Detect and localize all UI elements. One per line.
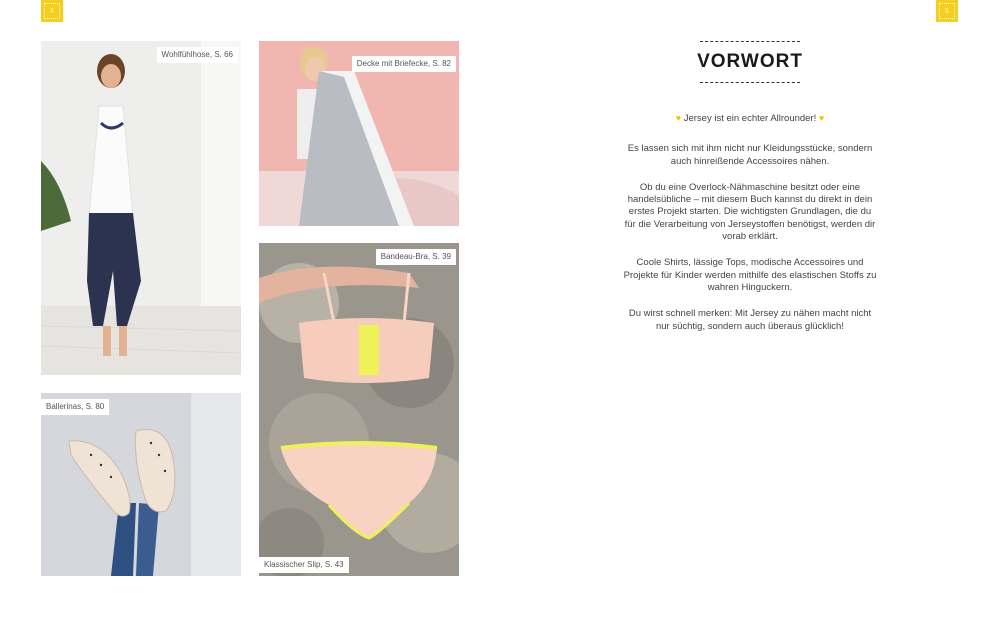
tagline-text: Jersey ist ein echter Allrounder! (683, 113, 817, 124)
photo-decke (259, 41, 459, 226)
photo-ballerinas (41, 393, 241, 576)
photo-caption: Ballerinas, S. 80 (41, 399, 109, 415)
photo-caption: Wohlfühlhose, S. 66 (157, 47, 238, 63)
photo-caption: Decke mit Briefecke, S. 82 (352, 56, 456, 72)
photo-wohlfuehlhose (41, 41, 241, 375)
page-number-left: 4 (41, 0, 63, 22)
foreword-tagline (622, 112, 878, 125)
foreword-paragraph: Du wirst schnell merken: Mit Jersey zu nähen macht nicht nur süchtig, sondern auch überaus glücklich! (628, 308, 872, 332)
foreword-text (622, 112, 878, 347)
foreword-paragraph: Coole Shirts, lässige Tops, modische Accessoires und Projekte für Kinder werden mithilfe des elastischen Stoffs zu wahren Hinguckern. (623, 257, 877, 293)
heart-icon: ♥ (675, 113, 682, 123)
photo-bandeau-bra (259, 243, 459, 576)
heart-icon: ♥ (818, 113, 825, 123)
photo-caption: Bandeau-Bra, S. 39 (376, 249, 456, 265)
foreword-title: VORWORT (700, 41, 800, 83)
foreword-paragraph: Ob du eine Overlock-Nähmaschine besitzt oder eine handelsübliche – mit diesem Buch kannst du direkt in dein erstes Projekt starten. Die wichtigsten Grundlagen, die du für die Verarbeitung von Jerseystoffen benötigst, werden dir vorab erklärt. (624, 181, 876, 243)
photo-caption: Klassischer Slip, S. 43 (259, 557, 349, 573)
foreword-paragraph: Es lassen sich mit ihm nicht nur Kleidungsstücke, sondern auch hinreißende Accessoires nähen. (627, 143, 873, 167)
page-number-right: 5 (936, 0, 958, 22)
